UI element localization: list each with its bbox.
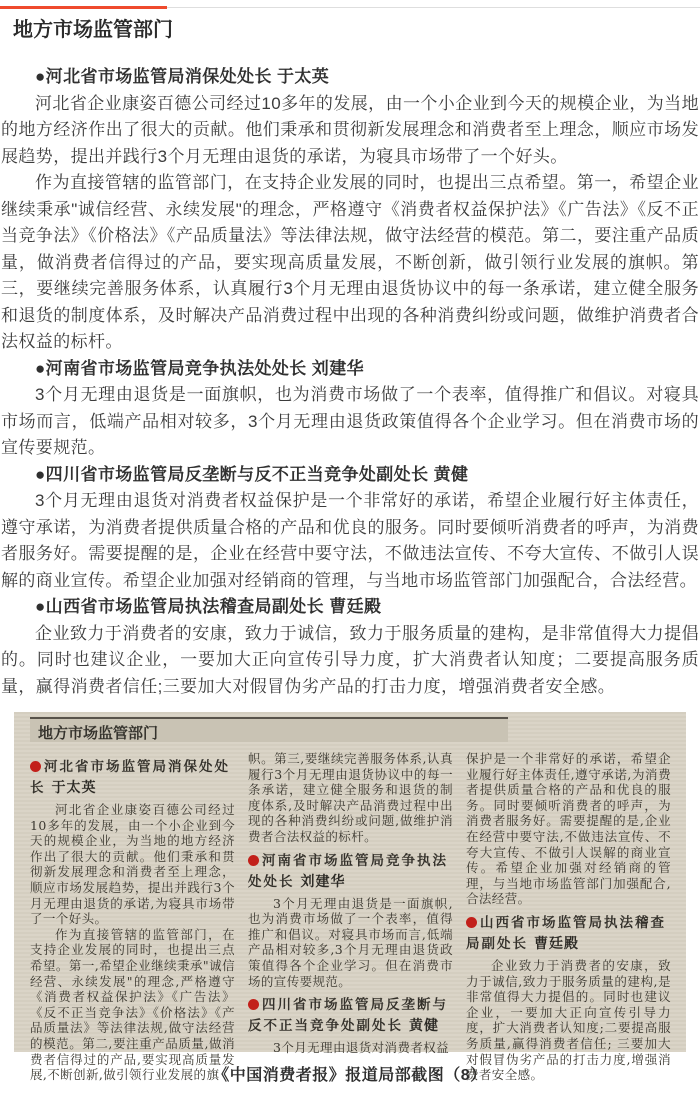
bullet-dot-icon [466,917,477,928]
newspaper-paragraph: 企业致力于消费者的安康，致力于诚信,致力于服务质量的建构,是非常值得大力提倡的。同时也建议企业，一要加大正向宣传引导力度，扩大消费者认知度;二要提高服务质量,赢得消费者信任; 三要加大对假冒伪劣产品的打击力度,增强消费者安全感。 [466,957,671,1083]
section-header: ●四川省市场监管局反垄断与反不正当竞争处副处长 黄健 [35,464,469,484]
newspaper-paragraph: 帜。第三,要继续完善服务体系,认真履行3个月无理由退货协议中的每一条承诺，建立健全服务和退货的制度体系,及时解决产品消费过程中出现的各种消费纠纷或问题,做维护消费者合法权益的标杆。 [248,751,453,844]
official-name: 刘建华 [300,872,346,889]
section-header: ●山西省市场监管局执法稽查局副处长 曹廷殿 [35,597,382,616]
newspaper-section-header [466,913,671,954]
bullet-dot-icon [248,855,259,866]
top-divider [0,6,700,9]
newspaper-paragraph: 3个月无理由退货对消费者权益 [273,1040,450,1056]
official-title: 河北省市场监管局消保处处长 [30,759,230,796]
official-title: 山西省市场监管局执法稽查局副处长 [466,914,666,952]
official-name: 黄健 [409,1017,439,1034]
section-header: ●河北省市场监管局消保处处长 于太英 [35,67,330,86]
bullet-dot-icon [248,999,259,1010]
newspaper-columns [30,751,671,1083]
official-name: 于太英 [51,779,97,795]
article [0,64,700,700]
official-name: 曹廷殿 [534,934,579,951]
paragraph: 3个月无理由退货是一面旗帜，也为消费市场做了一个表率，值得推广和倡议。对寝具市场而言，低端产品相对较多，3个月无理由退货政策值得各个企业学习。但在消费市场的宣传要规范。 [1,385,699,457]
newspaper-column [248,751,453,1083]
official-title: 四川省市场监管局反垄断与反不正当竞争处副处长 [248,997,448,1035]
paragraph: 河北省企业康姿百德公司经过10多年的发展，由一个小企业到今天的规模企业，为当地的地方经济作出了很大的贡献。他们秉承和贯彻新发展理念和消费者至上理念，顺应市场发展趋势，提出并践行3个月无理由退货的承诺，为寝具市场带了一个好头。 [1,93,699,166]
newspaper-section-header [30,757,235,798]
newspaper-paragraph: 保护是一个非常好的承诺，希望企业履行好主体责任,遵守承诺,为消费者提供质量合格的产品和优良的服务。同时要倾听消费者的呼声，为消费者服务好。需要提醒的是,企业在经营中要守法,不做违法宣传、不夸大宣传、不做引人误解的商业宣传。希望企业加强对经销商的管理，与当地市场监管部门加强配合,合法经营。 [466,751,671,907]
official-title: 河南省市场监管局竞争执法处处长 [248,852,448,890]
newspaper-column [466,751,671,1083]
newspaper-section-header [248,851,453,892]
newspaper-masthead: 地方市场监管部门 [30,717,508,742]
accent-bar [0,6,167,9]
newspaper-paragraph: 河北省企业康姿百德公司经过10多年的发展，由一个小企业到今天的规模企业，为当地的地方经济作出了很大的贡献。他们秉承和贯彻新发展理念和消费者至上理念，顺应市场发展趋势，提出并践行3个月无理由退货的承诺,为寝具市场带了一个好头。 [30,802,235,927]
divider-line [167,7,700,8]
paragraph: 作为直接管辖的监管部门，在支持企业发展的同时，也提出三点希望。第一，希望企业继续秉承"诚信经营、永续发展"的理念，严格遵守《消费者权益保护法》《广告法》《反不正当竞争法》《价格法》《产品质量法》等法律法规，做守法经营的模范。第二，要注重产品质量，做消费者信得过的产品，要实现高质量发展，不断创新，做引领行业发展的旗帜。第三，要继续完善服务体系，认真履行3个月无理由退货协议中的每一条承诺，建立健全服务和退货的制度体系，及时解决产品消费过程中出现的各种消费纠纷或问题，做维护消费者合法权益的标杆。 [1,173,699,351]
image-caption: 《中国消费者报》报道局部截图（8） [213,1067,487,1084]
newspaper-paragraph: 作为直接管辖的监管部门，在支持企业发展的同时，也提出三点希望。第一,希望企业继续秉承"诚信经营、永续发展"的理念,严格遵守《消费者权益保护法》《广告法》《反不正当竞争法》《价格法》《产品质量法》等法律法规,做守法经营的模范。第二,要注重产品质量,做消费者信得过的产品,要实现高质量发展,不断创新,做引领行业发展的旗 [30,926,235,1083]
newspaper-paragraph: 3个月无理由退货是一面旗帜,也为消费市场做了一个表率，值得推广和倡议。对寝具市场而言,低端产品相对较多,3个月无理由退货政策值得各个企业学习。但在消费市场的宣传要规范。 [248,895,453,989]
paragraph: 企业致力于消费者的安康，致力于诚信，致力于服务质量的建构，是非常值得大力提倡的。同时也建议企业，一要加大正向宣传引导力度，扩大消费者认知度；二要提高服务质量，赢得消费者信任;三要加大对假冒伪劣产品的打击力度，增强消费者安全感。 [1,623,699,696]
bullet-dot-icon [30,761,41,772]
page-title: 地方市场监管部门 [13,19,173,41]
paragraph: 3个月无理由退货对消费者权益保护是一个非常好的承诺，希望企业履行好主体责任，遵守承诺，为消费者提供质量合格的产品和优良的服务。同时要倾听消费者的呼声，为消费者服务好。需要提醒的是，企业在经营中要守法，不做违法宣传、不夸大宣传、不做引人误解的商业宣传。希望企业加强对经销商的管理，与当地市场监管部门加强配合，合法经营。 [1,491,699,590]
section-header: ●河南省市场监管局竞争执法处处长 刘建华 [35,358,364,378]
newspaper-column [30,751,235,1083]
newspaper-section-header [248,995,453,1036]
